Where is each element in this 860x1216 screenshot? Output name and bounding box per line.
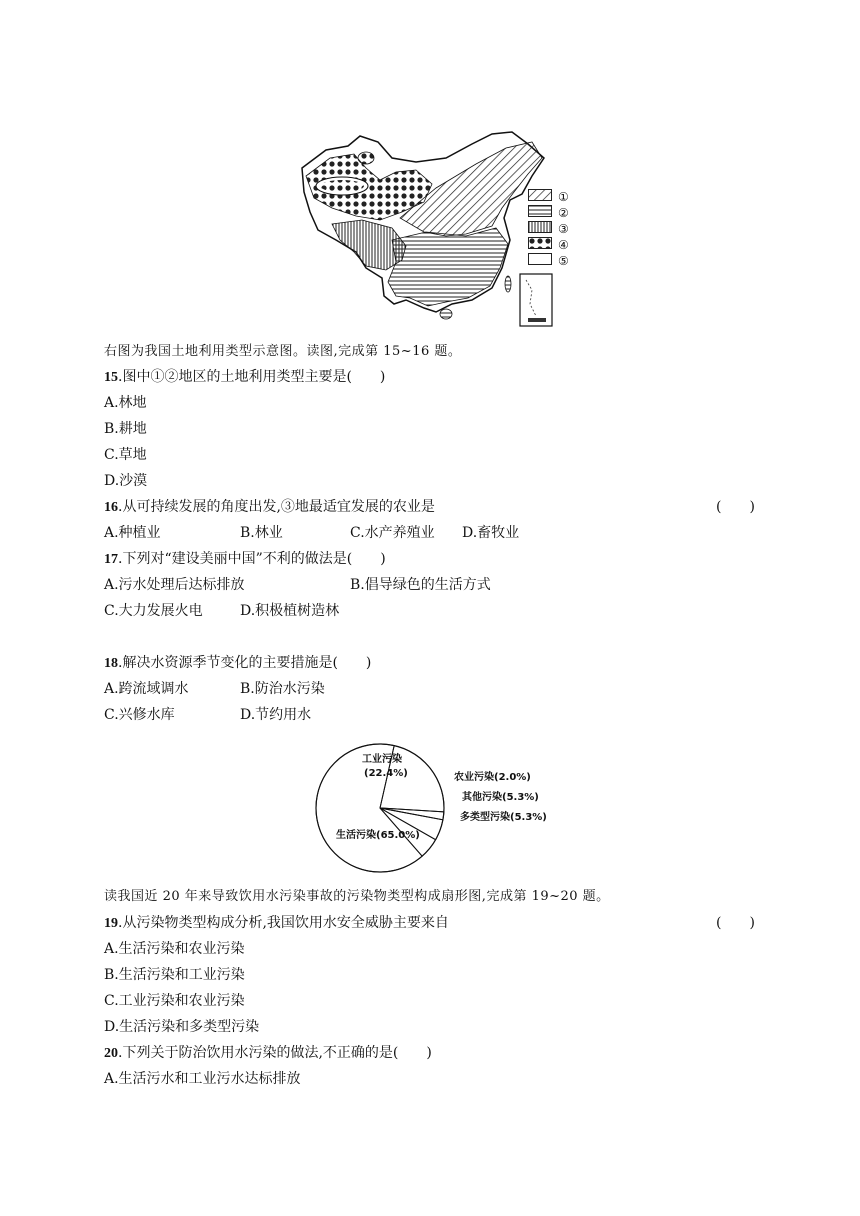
question-stem: .从污染物类型构成分析,我国饮用水安全威胁主要来自 xyxy=(118,915,449,931)
legend-label: ⑤ xyxy=(558,254,569,268)
option-17-a[interactable]: A.污水处理后达标排放 xyxy=(104,577,245,593)
option-18-b[interactable]: B.防治水污染 xyxy=(240,681,325,697)
legend-swatch-blank xyxy=(528,253,552,265)
question-20 xyxy=(104,1044,432,1063)
answer-blank-19[interactable]: ( ) xyxy=(716,915,755,931)
pollution-pie-chart xyxy=(300,734,560,882)
map-caption: 右图为我国土地利用类型示意图。读图,完成第 15~16 题。 xyxy=(104,344,462,359)
legend-label: ① xyxy=(558,190,569,204)
legend-swatch-diagonal xyxy=(528,189,552,201)
option-17-c[interactable]: C.大力发展火电 xyxy=(104,603,203,619)
question-stem: .从可持续发展的角度出发,③地最适宜发展的农业是 xyxy=(118,499,435,515)
label-agricultural: 农业污染(2.0%) xyxy=(454,772,531,783)
option-15-d[interactable]: D.沙漠 xyxy=(104,473,148,489)
legend-item-5 xyxy=(528,253,569,267)
option-18-a[interactable]: A.跨流域调水 xyxy=(104,681,189,697)
option-16-c[interactable]: C.水产养殖业 xyxy=(350,525,435,541)
question-15 xyxy=(104,368,385,387)
question-number: 16 xyxy=(104,500,118,515)
question-16 xyxy=(104,498,435,517)
legend-swatch-horizontal xyxy=(528,205,552,217)
legend-swatch-dots xyxy=(528,237,552,249)
legend-label: ③ xyxy=(558,222,569,236)
option-18-d[interactable]: D.节约用水 xyxy=(240,707,312,723)
option-15-b[interactable]: B.耕地 xyxy=(104,421,147,437)
legend-label: ② xyxy=(558,206,569,220)
question-18 xyxy=(104,654,371,673)
question-number: 17 xyxy=(104,552,118,567)
option-15-c[interactable]: C.草地 xyxy=(104,447,147,463)
option-18-c[interactable]: C.兴修水库 xyxy=(104,707,175,723)
question-stem: .解决水资源季节变化的主要措施是( ) xyxy=(118,655,372,671)
question-19 xyxy=(104,914,449,933)
option-17-d[interactable]: D.积极植树造林 xyxy=(240,603,340,619)
question-stem: .图中①②地区的土地利用类型主要是( ) xyxy=(118,369,386,385)
option-19-a[interactable]: A.生活污染和农业污染 xyxy=(104,941,245,957)
question-number: 18 xyxy=(104,656,118,671)
option-16-d[interactable]: D.畜牧业 xyxy=(462,525,520,541)
question-number: 15 xyxy=(104,370,118,385)
chart-caption: 读我国近 20 年来导致饮用水污染事故的污染物类型构成扇形图,完成第 19~20 题。 xyxy=(104,889,610,904)
legend-item-3 xyxy=(528,221,569,235)
legend-item-2 xyxy=(528,205,569,219)
option-19-c[interactable]: C.工业污染和农业污染 xyxy=(104,993,245,1009)
label-multi-type: 多类型污染(5.3%) xyxy=(460,812,547,823)
option-20-a[interactable]: A.生活污水和工业污水达标排放 xyxy=(104,1071,301,1087)
question-stem: .下列对“建设美丽中国”不利的做法是( ) xyxy=(118,551,386,567)
china-land-use-map xyxy=(296,128,566,328)
legend-swatch-vertical xyxy=(528,221,552,233)
question-number: 19 xyxy=(104,916,118,931)
option-17-b[interactable]: B.倡导绿色的生活方式 xyxy=(350,577,491,593)
option-19-b[interactable]: B.生活污染和工业污染 xyxy=(104,967,245,983)
option-16-b[interactable]: B.林业 xyxy=(240,525,283,541)
question-stem: .下列关于防治饮用水污染的做法,不正确的是( ) xyxy=(118,1045,432,1061)
label-industrial-pct: (22.4%) xyxy=(364,768,408,779)
legend-label: ④ xyxy=(558,238,569,252)
legend-item-4 xyxy=(528,237,569,251)
legend-item-1 xyxy=(528,189,569,203)
question-17 xyxy=(104,550,386,569)
label-domestic: 生活污染(65.0%) xyxy=(336,830,420,841)
option-19-d[interactable]: D.生活污染和多类型污染 xyxy=(104,1019,260,1035)
label-other: 其他污染(5.3%) xyxy=(462,792,539,803)
option-15-a[interactable]: A.林地 xyxy=(104,395,147,411)
question-number: 20 xyxy=(104,1046,118,1061)
label-industrial: 工业污染 xyxy=(362,754,402,765)
option-16-a[interactable]: A.种植业 xyxy=(104,525,161,541)
answer-blank-16[interactable]: ( ) xyxy=(716,499,755,515)
